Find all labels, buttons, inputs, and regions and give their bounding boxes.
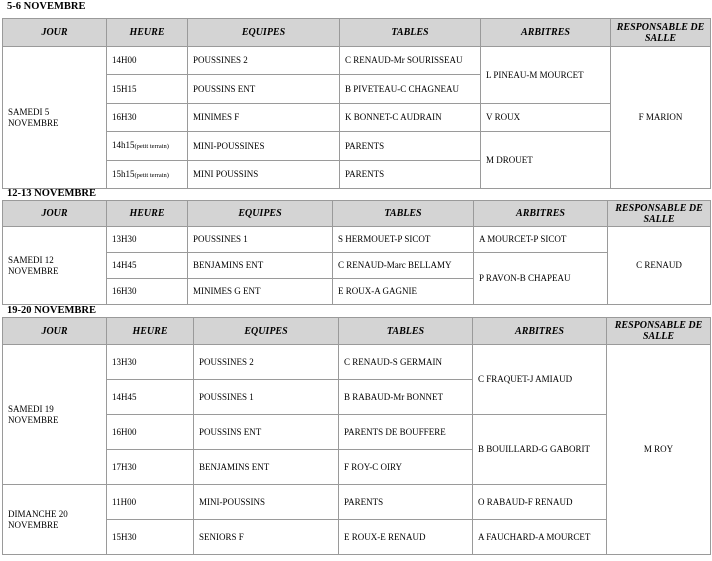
table-cell: PARENTS xyxy=(340,161,481,189)
header-heure: HEURE xyxy=(107,19,188,47)
heure-cell: 14H45 xyxy=(107,253,188,279)
table-cell: C RENAUD-Mr SOURISSEAU xyxy=(340,47,481,75)
table-row xyxy=(3,104,711,132)
heure-cell: 13H30 xyxy=(107,345,194,380)
table-cell: K BONNET-C AUDRAIN xyxy=(340,104,481,132)
arbitres-cell: O RABAUD-F RENAUD xyxy=(473,485,607,520)
equipe-cell: MINI-POUSSINS xyxy=(194,485,339,520)
header-equipes: EQUIPES xyxy=(188,201,333,227)
table-row xyxy=(3,345,711,380)
heure-note: (petit terrain) xyxy=(134,143,169,150)
table-cell: F ROY-C OIRY xyxy=(339,450,473,485)
equipe-cell: BENJAMINS ENT xyxy=(188,253,333,279)
jour-cell: SAMEDI 12 NOVEMBRE xyxy=(3,227,107,305)
header-equipes: EQUIPES xyxy=(194,318,339,345)
table-row xyxy=(3,485,711,520)
heure-cell: 16H30 xyxy=(107,104,188,132)
table-cell: C RENAUD-S GERMAIN xyxy=(339,345,473,380)
header-heure: HEURE xyxy=(107,318,194,345)
equipe-cell: POUSSINES 2 xyxy=(194,345,339,380)
table-cell: B RABAUD-Mr BONNET xyxy=(339,380,473,415)
responsable-cell: M ROY xyxy=(607,345,711,555)
header-jour: JOUR xyxy=(3,318,107,345)
section-title-12-13-novembre: 12-13 NOVEMBRE xyxy=(7,188,96,199)
header-jour: JOUR xyxy=(3,19,107,47)
header-row xyxy=(3,19,711,47)
arbitres-cell: L PINEAU-M MOURCET xyxy=(481,47,611,104)
equipe-cell: MINI POUSSINS xyxy=(188,161,340,189)
header-row xyxy=(3,201,711,227)
heure-cell: 15H15 xyxy=(107,75,188,104)
jour-cell: SAMEDI 19 NOVEMBRE xyxy=(3,345,107,485)
heure-value: 14h15 xyxy=(112,140,135,150)
header-responsable: RESPONSABLE DE SALLE xyxy=(607,318,711,345)
heure-cell xyxy=(107,161,188,189)
table-row xyxy=(3,520,711,555)
schedule-table-12-13-novembre xyxy=(2,200,711,305)
header-arbitres: ARBITRES xyxy=(481,19,611,47)
heure-cell: 16H30 xyxy=(107,279,188,305)
header-heure: HEURE xyxy=(107,201,188,227)
heure-cell: 11H00 xyxy=(107,485,194,520)
jour-cell: DIMANCHE 20 NOVEMBRE xyxy=(3,485,107,555)
header-equipes: EQUIPES xyxy=(188,19,340,47)
arbitres-cell: P RAVON-B CHAPEAU xyxy=(474,253,608,305)
table-cell: PARENTS xyxy=(339,485,473,520)
equipe-cell: MINI-POUSSINES xyxy=(188,132,340,161)
equipe-cell: BENJAMINS ENT xyxy=(194,450,339,485)
table-cell: B PIVETEAU-C CHAGNEAU xyxy=(340,75,481,104)
heure-cell: 16H00 xyxy=(107,415,194,450)
header-jour: JOUR xyxy=(3,201,107,227)
table-cell: PARENTS xyxy=(340,132,481,161)
equipe-cell: POUSSINES 2 xyxy=(188,47,340,75)
equipe-cell: MINIMES G ENT xyxy=(188,279,333,305)
table-row xyxy=(3,132,711,161)
table-row xyxy=(3,47,711,75)
heure-cell: 15H30 xyxy=(107,520,194,555)
arbitres-cell: C FRAQUET-J AMIAUD xyxy=(473,345,607,415)
responsable-cell: C RENAUD xyxy=(608,227,711,305)
heure-value: 15h15 xyxy=(112,168,135,179)
header-tables: TABLES xyxy=(333,201,474,227)
arbitres-cell: V ROUX xyxy=(481,104,611,132)
heure-cell xyxy=(107,132,188,161)
header-arbitres: ARBITRES xyxy=(474,201,608,227)
responsable-cell: F MARION xyxy=(611,47,711,189)
equipe-cell: POUSSINS ENT xyxy=(188,75,340,104)
table-cell: C RENAUD-Marc BELLAMY xyxy=(333,253,474,279)
table-cell: S HERMOUET-P SICOT xyxy=(333,227,474,253)
table-row xyxy=(3,253,711,279)
arbitres-cell: A FAUCHARD-A MOURCET xyxy=(473,520,607,555)
equipe-cell: POUSSINES 1 xyxy=(194,380,339,415)
heure-cell: 14H00 xyxy=(107,47,188,75)
heure-cell: 13H30 xyxy=(107,227,188,253)
schedule-table-5-6-novembre xyxy=(2,18,711,189)
arbitres-cell: M DROUET xyxy=(481,132,611,189)
header-tables: TABLES xyxy=(339,318,473,345)
arbitres-cell: B BOUILLARD-G GABORIT xyxy=(473,415,607,485)
equipe-cell: POUSSINES 1 xyxy=(188,227,333,253)
header-responsable: RESPONSABLE DE SALLE xyxy=(611,19,711,47)
table-row xyxy=(3,227,711,253)
arbitres-cell: A MOURCET-P SICOT xyxy=(474,227,608,253)
table-row xyxy=(3,415,711,450)
header-row xyxy=(3,318,711,345)
heure-cell: 17H30 xyxy=(107,450,194,485)
equipe-cell: POUSSINS ENT xyxy=(194,415,339,450)
header-responsable: RESPONSABLE DE SALLE xyxy=(608,201,711,227)
section-title-19-20-novembre: 19-20 NOVEMBRE xyxy=(7,305,96,316)
section-title-5-6-novembre: 5-6 NOVEMBRE xyxy=(7,1,86,12)
table-cell: E ROUX-E RENAUD xyxy=(339,520,473,555)
equipe-cell: MINIMES F xyxy=(188,104,340,132)
jour-cell: SAMEDI 5 NOVEMBRE xyxy=(3,47,107,189)
heure-cell: 14H45 xyxy=(107,380,194,415)
equipe-cell: SENIORS F xyxy=(194,520,339,555)
heure-note: (petit terrain) xyxy=(134,171,169,179)
table-cell: E ROUX-A GAGNIE xyxy=(333,279,474,305)
table-cell: PARENTS DE BOUFFERE xyxy=(339,415,473,450)
header-tables: TABLES xyxy=(340,19,481,47)
schedule-table-19-20-novembre xyxy=(2,317,711,555)
header-arbitres: ARBITRES xyxy=(473,318,607,345)
